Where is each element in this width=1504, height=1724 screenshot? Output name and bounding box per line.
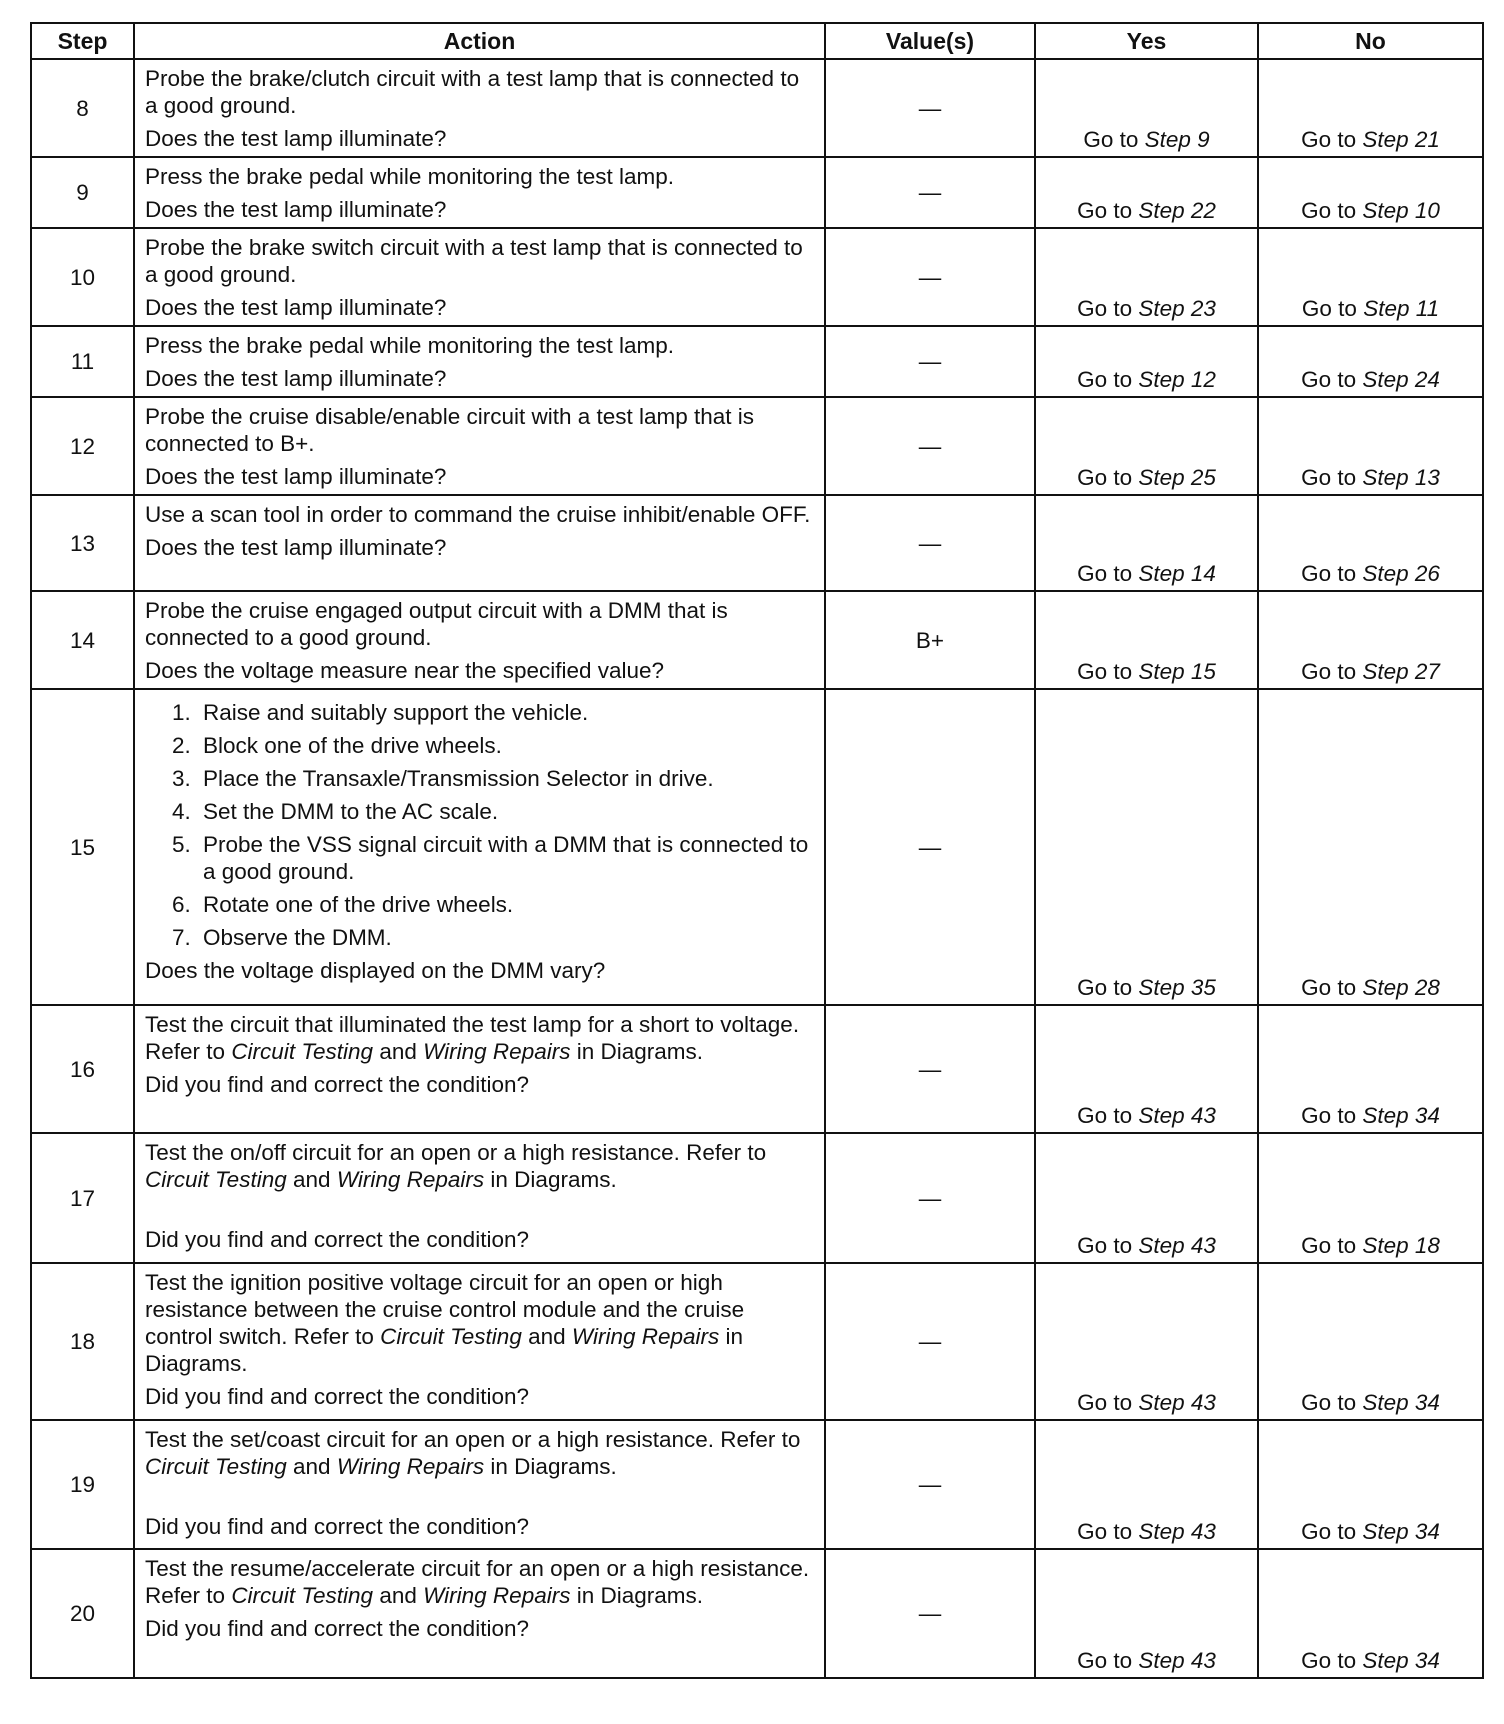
action-cell	[134, 228, 825, 326]
yes-step: Step 22	[1138, 198, 1216, 223]
table-row	[31, 326, 1483, 397]
action-text: Test the on/off circuit for an open or a high resistance. Refer to	[145, 1140, 767, 1165]
value-cell: —	[825, 1133, 1035, 1263]
yes-prefix: Go to	[1077, 1103, 1133, 1128]
action-question: Did you find and correct the condition?	[145, 1072, 529, 1097]
no-cell	[1258, 1133, 1483, 1263]
reference-wiring-repairs: Wiring Repairs	[571, 1324, 720, 1349]
action-question: Did you find and correct the condition?	[145, 1616, 529, 1641]
no-cell	[1258, 157, 1483, 228]
yes-step: Step 15	[1138, 659, 1216, 684]
value-cell: —	[825, 157, 1035, 228]
action-post: in Diagrams.	[576, 1583, 704, 1608]
action-question: Did you find and correct the condition?	[145, 1384, 529, 1409]
yes-cell	[1035, 228, 1258, 326]
header-action: Action	[134, 23, 825, 59]
yes-step: Step 43	[1138, 1103, 1216, 1128]
action-question: Does the test lamp illuminate?	[145, 535, 447, 560]
action-cell	[134, 157, 825, 228]
no-prefix: Go to	[1301, 465, 1357, 490]
action-question: Does the voltage displayed on the DMM vary?	[145, 958, 606, 983]
yes-prefix: Go to	[1077, 1390, 1133, 1415]
value-cell: —	[825, 1005, 1035, 1133]
action-and: and	[293, 1454, 331, 1479]
yes-cell	[1035, 1549, 1258, 1678]
step-number: 9	[31, 157, 134, 228]
reference-circuit-testing: Circuit Testing	[380, 1324, 522, 1349]
reference-circuit-testing: Circuit Testing	[231, 1039, 374, 1064]
no-prefix: Go to	[1301, 1648, 1357, 1673]
action-and: and	[293, 1167, 331, 1192]
value-cell: —	[825, 689, 1035, 1005]
value-cell: —	[825, 1420, 1035, 1549]
action-question: Does the test lamp illuminate?	[145, 464, 447, 489]
table-row	[31, 59, 1483, 157]
reference-wiring-repairs: Wiring Repairs	[336, 1167, 485, 1192]
yes-cell	[1035, 495, 1258, 591]
table-row	[31, 495, 1483, 591]
list-item: 1. Raise and suitably support the vehicle.	[197, 699, 816, 726]
diagnostic-table	[30, 22, 1484, 1679]
no-cell	[1258, 591, 1483, 689]
no-cell	[1258, 1263, 1483, 1420]
action-text: Use a scan tool in order to command the cruise inhibit/enable OFF.	[145, 502, 811, 527]
no-cell	[1258, 689, 1483, 1005]
yes-cell	[1035, 689, 1258, 1005]
yes-cell	[1035, 1420, 1258, 1549]
step-number: 16	[31, 1005, 134, 1133]
no-cell	[1258, 397, 1483, 495]
action-and: and	[379, 1583, 417, 1608]
yes-cell	[1035, 1133, 1258, 1263]
no-cell	[1258, 495, 1483, 591]
action-text: Press the brake pedal while monitoring the test lamp.	[145, 164, 675, 189]
table-row	[31, 1549, 1483, 1678]
yes-prefix: Go to	[1083, 127, 1139, 152]
yes-step: Step 25	[1138, 465, 1216, 490]
yes-cell	[1035, 59, 1258, 157]
list-item: 5. Probe the VSS signal circuit with a DMM that is connected to a good ground.	[197, 831, 816, 885]
list-item: 7. Observe the DMM.	[197, 924, 816, 951]
yes-cell	[1035, 1263, 1258, 1420]
yes-step: Step 23	[1138, 296, 1216, 321]
no-cell	[1258, 59, 1483, 157]
no-cell	[1258, 228, 1483, 326]
yes-cell	[1035, 1005, 1258, 1133]
action-question: Does the test lamp illuminate?	[145, 126, 447, 151]
value-cell: —	[825, 1263, 1035, 1420]
action-text: Probe the brake switch circuit with a test lamp that is connected to a good ground.	[145, 235, 803, 287]
no-prefix: Go to	[1301, 127, 1357, 152]
yes-step: Step 43	[1138, 1233, 1216, 1258]
action-post: in Diagrams.	[145, 1324, 744, 1376]
table-row	[31, 397, 1483, 495]
action-text: Test the circuit that illuminated the test lamp for a short to voltage. Refer to	[145, 1012, 800, 1064]
header-yes: Yes	[1035, 23, 1258, 59]
no-prefix: Go to	[1301, 1390, 1357, 1415]
action-cell	[134, 59, 825, 157]
no-step: Step 11	[1363, 296, 1440, 321]
value-cell: —	[825, 228, 1035, 326]
action-text: Probe the cruise disable/enable circuit with a test lamp that is connected to B+.	[145, 404, 755, 456]
step-number: 18	[31, 1263, 134, 1420]
reference-circuit-testing: Circuit Testing	[231, 1583, 374, 1608]
yes-step: Step 9	[1144, 127, 1210, 152]
action-text: Probe the brake/clutch circuit with a test lamp that is connected to a good ground.	[145, 66, 800, 118]
action-cell	[134, 591, 825, 689]
table-row	[31, 157, 1483, 228]
value-cell: —	[825, 59, 1035, 157]
action-and: and	[528, 1324, 566, 1349]
no-step: Step 26	[1362, 561, 1440, 586]
no-step: Step 24	[1362, 367, 1440, 392]
action-text: Press the brake pedal while monitoring the test lamp.	[145, 333, 675, 358]
action-and: and	[379, 1039, 417, 1064]
action-cell	[134, 326, 825, 397]
yes-prefix: Go to	[1077, 1648, 1133, 1673]
yes-prefix: Go to	[1077, 659, 1133, 684]
no-prefix: Go to	[1301, 975, 1357, 1000]
value-cell: —	[825, 495, 1035, 591]
yes-prefix: Go to	[1077, 1519, 1133, 1544]
yes-prefix: Go to	[1077, 367, 1133, 392]
action-cell	[134, 397, 825, 495]
no-cell	[1258, 1005, 1483, 1133]
no-step: Step 28	[1362, 975, 1440, 1000]
step-number: 8	[31, 59, 134, 157]
no-prefix: Go to	[1301, 1103, 1357, 1128]
step-number: 15	[31, 689, 134, 1005]
table-row	[31, 1133, 1483, 1263]
yes-cell	[1035, 397, 1258, 495]
reference-circuit-testing: Circuit Testing	[145, 1167, 287, 1192]
table-row	[31, 1263, 1483, 1420]
action-question: Does the test lamp illuminate?	[145, 197, 447, 222]
yes-step: Step 43	[1138, 1648, 1216, 1673]
action-text: Test the resume/accelerate circuit for an open or a high resistance. Refer to	[145, 1556, 810, 1608]
step-number: 19	[31, 1420, 134, 1549]
yes-prefix: Go to	[1077, 975, 1133, 1000]
yes-prefix: Go to	[1077, 1233, 1133, 1258]
no-step: Step 27	[1362, 659, 1440, 684]
no-step: Step 13	[1362, 465, 1440, 490]
table-row	[31, 1420, 1483, 1549]
action-cell	[134, 495, 825, 591]
step-number: 11	[31, 326, 134, 397]
yes-step: Step 14	[1138, 561, 1216, 586]
yes-step: Step 43	[1138, 1390, 1216, 1415]
header-step: Step	[31, 23, 134, 59]
value-cell: B+	[825, 591, 1035, 689]
no-step: Step 34	[1362, 1390, 1440, 1415]
yes-prefix: Go to	[1077, 198, 1133, 223]
no-prefix: Go to	[1301, 296, 1357, 321]
no-prefix: Go to	[1301, 659, 1357, 684]
action-question: Did you find and correct the condition?	[145, 1227, 529, 1252]
no-prefix: Go to	[1301, 1233, 1357, 1258]
header-row	[31, 23, 1483, 59]
list-item: 2. Block one of the drive wheels.	[197, 732, 816, 759]
value-cell: —	[825, 397, 1035, 495]
action-text: Test the ignition positive voltage circuit for an open or high resistance between the cruise control module and the cruise control switch. Refer to	[145, 1270, 745, 1349]
action-cell	[134, 1133, 825, 1263]
action-cell	[134, 1549, 825, 1678]
no-step: Step 34	[1362, 1648, 1440, 1673]
no-cell	[1258, 1549, 1483, 1678]
reference-wiring-repairs: Wiring Repairs	[423, 1039, 571, 1064]
action-question: Does the test lamp illuminate?	[145, 295, 447, 320]
header-values: Value(s)	[825, 23, 1035, 59]
yes-step: Step 43	[1138, 1519, 1216, 1544]
step-number: 13	[31, 495, 134, 591]
yes-prefix: Go to	[1077, 296, 1133, 321]
reference-wiring-repairs: Wiring Repairs	[336, 1454, 485, 1479]
table-row	[31, 689, 1483, 1005]
header-no: No	[1258, 23, 1483, 59]
list-item: 4. Set the DMM to the AC scale.	[197, 798, 816, 825]
table-row	[31, 591, 1483, 689]
reference-circuit-testing: Circuit Testing	[145, 1454, 287, 1479]
no-cell	[1258, 1420, 1483, 1549]
action-text: Probe the cruise engaged output circuit with a DMM that is connected to a good ground.	[145, 598, 728, 650]
list-item: 3. Place the Transaxle/Transmission Selector in drive.	[197, 765, 816, 792]
action-post: in Diagrams.	[490, 1454, 617, 1479]
no-step: Step 21	[1362, 127, 1440, 152]
yes-cell	[1035, 157, 1258, 228]
value-cell: —	[825, 1549, 1035, 1678]
action-question: Does the test lamp illuminate?	[145, 366, 447, 391]
action-question: Did you find and correct the condition?	[145, 1514, 529, 1539]
step-number: 14	[31, 591, 134, 689]
no-step: Step 34	[1362, 1103, 1440, 1128]
no-cell	[1258, 326, 1483, 397]
action-question: Does the voltage measure near the specified value?	[145, 658, 665, 683]
list-item: 6. Rotate one of the drive wheels.	[197, 891, 816, 918]
table-row	[31, 228, 1483, 326]
yes-step: Step 12	[1138, 367, 1216, 392]
yes-cell	[1035, 591, 1258, 689]
action-text: Test the set/coast circuit for an open or a high resistance. Refer to	[145, 1427, 801, 1452]
step-number: 12	[31, 397, 134, 495]
reference-wiring-repairs: Wiring Repairs	[423, 1583, 571, 1608]
no-prefix: Go to	[1301, 1519, 1357, 1544]
yes-prefix: Go to	[1077, 465, 1133, 490]
yes-step: Step 35	[1138, 975, 1216, 1000]
no-prefix: Go to	[1301, 367, 1357, 392]
yes-prefix: Go to	[1077, 561, 1133, 586]
action-cell	[134, 689, 825, 1005]
action-post: in Diagrams.	[490, 1167, 617, 1192]
no-prefix: Go to	[1301, 198, 1357, 223]
no-step: Step 10	[1362, 198, 1440, 223]
no-prefix: Go to	[1301, 561, 1357, 586]
table-row	[31, 1005, 1483, 1133]
no-step: Step 34	[1362, 1519, 1440, 1544]
no-step: Step 18	[1362, 1233, 1440, 1258]
value-cell: —	[825, 326, 1035, 397]
procedure-list	[145, 699, 816, 951]
step-number: 17	[31, 1133, 134, 1263]
action-post: in Diagrams.	[576, 1039, 704, 1064]
action-cell	[134, 1005, 825, 1133]
action-cell	[134, 1263, 825, 1420]
action-cell	[134, 1420, 825, 1549]
step-number: 10	[31, 228, 134, 326]
yes-cell	[1035, 326, 1258, 397]
step-number: 20	[31, 1549, 134, 1678]
